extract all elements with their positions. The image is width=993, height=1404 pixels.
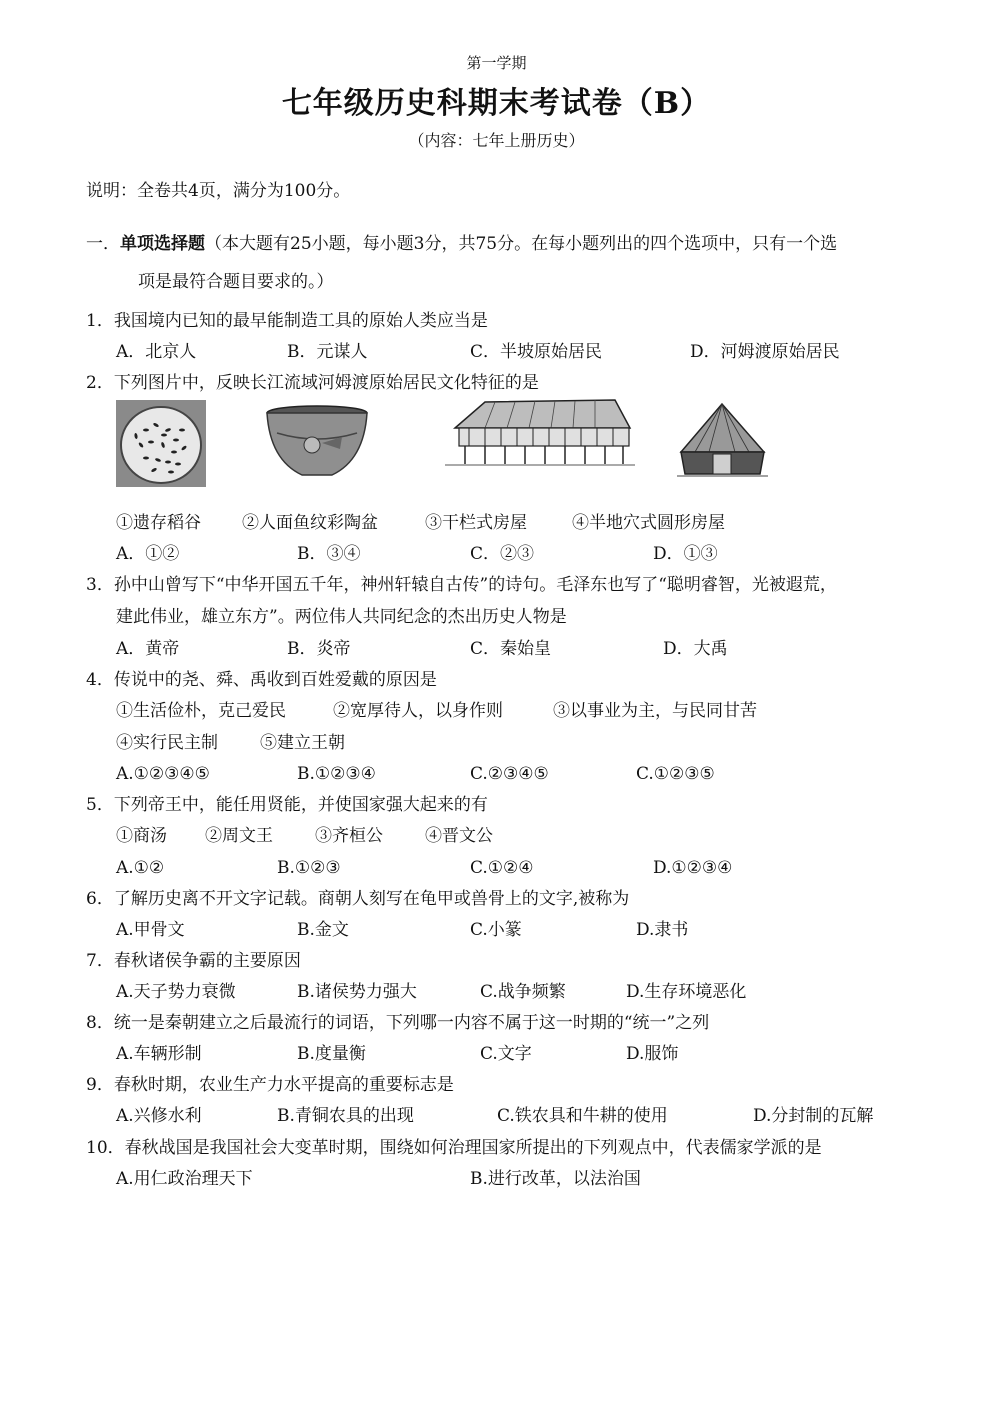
choice-item: ②宽厚待人，以身作则 [333,701,503,721]
question-stem: 8．统一是秦朝建立之后最流行的词语，下列哪一内容不属于这一时期的“统一”之列 [86,1013,710,1033]
choice-item: ①商汤 [116,826,167,846]
option: A.用仁政治理天下 [116,1169,253,1189]
option: C．秦始皇 [470,639,552,659]
section-desc-2: 项是最符合题目要求的。） [138,272,334,292]
page-title: 七年级历史科期末考试卷（B） [281,86,712,121]
image-caption: ④半地穴式圆形房屋 [572,513,725,533]
choice-item: ⑤建立王朝 [260,733,345,753]
option: C.铁农具和牛耕的使用 [497,1106,668,1126]
option: A.兴修水利 [116,1106,202,1126]
option: A．北京人 [116,342,197,362]
option: B．元谋人 [287,342,368,362]
round-house-image [675,402,770,484]
option: B．③④ [297,544,361,564]
option: B.①②③ [277,858,341,878]
image-caption: ③干栏式房屋 [425,513,527,533]
option: B.青铜农具的出现 [277,1106,414,1126]
question-stem: 5．下列帝王中，能任用贤能，并使国家强大起来的有 [86,795,488,815]
choice-item: ③齐桓公 [315,826,383,846]
section-title: 单项选择题 [120,234,205,254]
option: D．河姆渡原始居民 [690,342,840,362]
option: B．炎帝 [287,639,351,659]
choice-item: ④晋文公 [425,826,493,846]
question-stem: 3．孙中山曾写下“中华开国五千年，神州轩辕自古传”的诗句。毛泽东也写了“聪明睿智，光被遐荒， [86,575,837,595]
option: A.甲骨文 [116,920,185,940]
option: C.②③④⑤ [470,764,549,784]
option: D.隶书 [636,920,689,940]
option: C．半坡原始居民 [470,342,603,362]
option: D．大禹 [663,639,728,659]
image-caption: ②人面鱼纹彩陶盆 [242,513,378,533]
option: B.金文 [297,920,349,940]
option: C.①②④ [470,858,534,878]
question-stem: 6．了解历史离不开文字记载。商朝人刻写在龟甲或兽骨上的文字,被称为 [86,889,630,909]
section-heading [86,233,837,255]
question-stem: 2．下列图片中，反映长江流域河姆渡原始居民文化特征的是 [86,373,539,393]
option: A.天子势力衰微 [116,982,236,1002]
option: B.进行改革，以法治国 [470,1169,641,1189]
option: C.文字 [480,1044,532,1064]
question-stem: 7．春秋诸侯争霸的主要原因 [86,951,301,971]
option: B.诸侯势力强大 [297,982,417,1002]
question-stem: 10．春秋战国是我国社会大变革时期，围绕如何治理国家所提出的下列观点中，代表儒家学派的是 [86,1138,822,1158]
option: D.生存环境恶化 [626,982,747,1002]
option: A.车辆形制 [116,1044,202,1064]
choice-item: ①生活俭朴，克己爱民 [116,701,286,721]
option: A．①② [116,544,180,564]
image-caption: ①遗存稻谷 [116,513,201,533]
page-subtitle: （内容：七年上册历史） [408,131,585,150]
option: C.小篆 [470,920,522,940]
stilt-house-image [445,398,635,470]
option: C．②③ [470,544,535,564]
option: C.①②③⑤ [636,764,715,784]
question-stem: 9．春秋时期，农业生产力水平提高的重要标志是 [86,1075,454,1095]
option: A.①② [116,858,165,878]
section-number: 一． [86,234,120,254]
choice-item: ④实行民主制 [116,733,218,753]
section-desc-1: （本大题有25小题，每小题3分，共75分。在每小题列出的四个选项中，只有一个选 [205,234,838,254]
option: A.①②③④⑤ [116,764,210,784]
option: D.①②③④ [653,858,733,878]
question-stem: 1．我国境内已知的最早能制造工具的原始人类应当是 [86,311,488,331]
pottery-basin-image [262,405,372,480]
rice-grain-image [116,400,206,487]
option: A．黄帝 [116,639,180,659]
option: D．①③ [653,544,718,564]
option: B.度量衡 [297,1044,366,1064]
option: B.①②③④ [297,764,376,784]
option: D.服饰 [626,1044,679,1064]
question-stem: 4．传说中的尧、舜、禹收到百姓爱戴的原因是 [86,670,437,690]
question-stem-cont: 建此伟业，雄立东方”。两位伟人共同纪念的杰出历史人物是 [116,607,567,627]
choice-item: ③以事业为主，与民同甘苦 [553,701,757,721]
option: D.分封制的瓦解 [753,1106,874,1126]
choice-item: ②周文王 [205,826,273,846]
exam-note: 说明：全卷共4页，满分为100分。 [86,181,351,201]
option: C.战争频繁 [480,982,566,1002]
semester-label: 第一学期 [466,54,527,72]
